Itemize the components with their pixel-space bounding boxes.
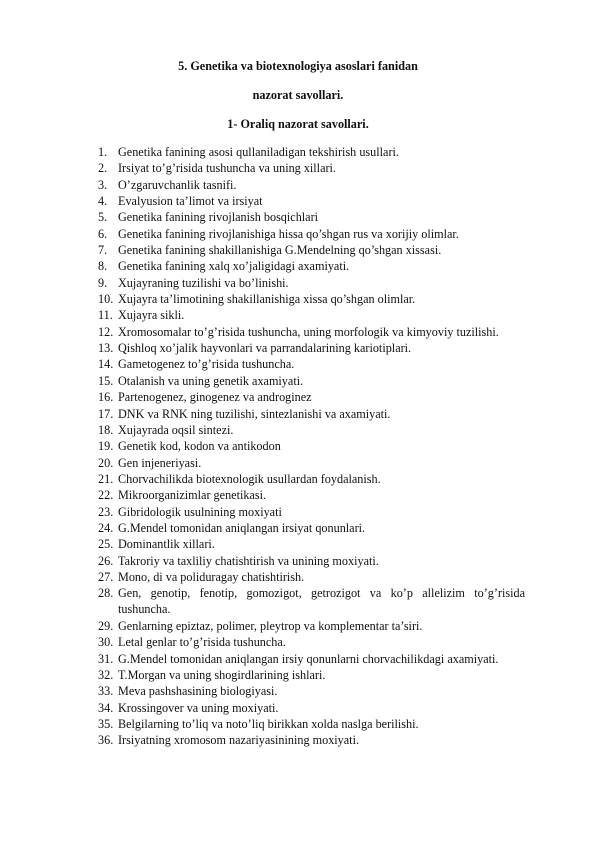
- question-number: 23.: [98, 504, 114, 519]
- question-text: Genetika fanining rivojlanishiga hissa qo’shgan rus va xorijiy olimlar.: [118, 226, 459, 241]
- question-item: [0, 504, 596, 520]
- question-text: O’zgaruvchanlik tasnifi.: [118, 177, 237, 192]
- question-text: T.Morgan va uning shogirdlarining ishlari.: [118, 667, 326, 682]
- question-number: 17.: [98, 406, 114, 421]
- question-number: 21.: [98, 471, 114, 486]
- question-item: [0, 536, 596, 552]
- question-item: [0, 634, 596, 650]
- question-number: 36.: [98, 733, 114, 748]
- question-number: 35.: [98, 716, 114, 731]
- question-number: 1.: [98, 145, 108, 159]
- question-number: 25.: [98, 537, 114, 552]
- question-item: [0, 406, 596, 422]
- question-number: 11.: [98, 308, 113, 323]
- question-number: 32.: [98, 667, 114, 682]
- question-number: 7.: [98, 243, 108, 258]
- question-text: Partenogenez, ginogenez va androginez: [118, 390, 312, 405]
- question-number: 27.: [98, 569, 114, 584]
- question-text: Krossingover va uning moxiyati.: [118, 700, 279, 715]
- question-number: 8.: [98, 259, 108, 274]
- question-text: Genetik kod, kodon va antikodon: [118, 439, 281, 454]
- question-number: 3.: [98, 177, 108, 192]
- question-text: Gen, genotip, fenotip, gomozigot, getrozigot va ko’p allelizim to’g’risida tushuncha.: [118, 586, 525, 617]
- questions-list: [0, 144, 596, 749]
- question-number: 18.: [98, 422, 114, 437]
- question-item: [0, 373, 596, 389]
- question-number: 31.: [98, 651, 114, 666]
- question-number: 6.: [98, 226, 108, 241]
- question-item: [0, 455, 596, 471]
- question-number: 5.: [98, 210, 108, 225]
- question-text: DNK va RNK ning tuzilishi, sintezlanishi va axamiyati.: [118, 406, 391, 421]
- question-item: [0, 700, 596, 716]
- question-number: 2.: [98, 161, 108, 176]
- question-number: 12.: [98, 324, 114, 339]
- question-text: Irsiyat to’g’risida tushuncha va uning xillari.: [118, 161, 336, 176]
- question-number: 16.: [98, 390, 114, 405]
- question-number: 19.: [98, 439, 114, 454]
- question-item: [0, 209, 596, 225]
- question-item: [0, 193, 596, 209]
- question-item: [0, 324, 596, 340]
- question-text: Letal genlar to’g’risida tushuncha.: [118, 635, 286, 650]
- question-item: [0, 553, 596, 569]
- question-item: [0, 226, 596, 242]
- question-text: Dominantlik xillari.: [118, 537, 215, 552]
- question-item: [0, 242, 596, 258]
- question-text: Xujayra ta’limotining shakillanishiga xissa qo’shgan olimlar.: [118, 292, 416, 307]
- question-text: Genetika fanining rivojlanish bosqichlari: [118, 210, 319, 225]
- question-item: [0, 258, 596, 274]
- question-item: [0, 667, 596, 683]
- question-text: Xromosomalar to’g’risida tushuncha, uning morfologik va kimyoviy tuzilishi.: [118, 324, 499, 339]
- question-item: [0, 683, 596, 699]
- question-item: [0, 177, 596, 193]
- question-number: 29.: [98, 618, 114, 633]
- question-number: 13.: [98, 341, 114, 356]
- question-text: Genlarning epiztaz, polimer, pleytrop va komplementar ta’siri.: [118, 618, 423, 633]
- question-item: [0, 389, 596, 405]
- question-number: 15.: [98, 373, 114, 388]
- question-number: 20.: [98, 455, 114, 470]
- question-text: Xujayraning tuzilishi va bo’linishi.: [118, 275, 289, 290]
- question-item: [0, 569, 596, 585]
- question-text: Evalyusion ta’limot va irsiyat: [118, 194, 263, 209]
- question-text: Otalanish va uning genetik axamiyati.: [118, 373, 304, 388]
- question-text: Xujayrada oqsil sintezi.: [118, 422, 234, 437]
- question-number: 33.: [98, 684, 114, 699]
- question-item: [0, 160, 596, 176]
- question-item: [0, 520, 596, 536]
- question-text: Genetika fanining xalq xo’jaligidagi axamiyati.: [118, 259, 350, 274]
- question-item: [0, 422, 596, 438]
- question-text: Genetika fanining shakillanishiga G.Mendelning qo’shgan xissasi.: [118, 243, 442, 258]
- question-text: Mikroorganizimlar genetikasi.: [118, 488, 267, 503]
- question-item: [0, 291, 596, 307]
- question-text: Gen injeneriyasi.: [118, 455, 202, 470]
- question-item: [0, 585, 596, 617]
- question-number: 26.: [98, 553, 114, 568]
- question-number: 30.: [98, 635, 114, 650]
- question-number: 14.: [98, 357, 114, 372]
- question-item: [0, 651, 596, 667]
- question-number: 10.: [98, 292, 114, 307]
- question-number: 22.: [98, 488, 114, 503]
- question-text: G.Mendel tomonidan aniqlangan irsiyat qonunlari.: [118, 520, 366, 535]
- question-item: [0, 471, 596, 487]
- question-item: [0, 716, 596, 732]
- question-item: [0, 487, 596, 503]
- question-text: Chorvachilikda biotexnologik usullardan foydalanish.: [118, 471, 381, 486]
- question-number: 4.: [98, 194, 108, 209]
- question-item: [0, 356, 596, 372]
- question-text: Xujayra sikli.: [118, 308, 185, 323]
- question-item: [0, 340, 596, 356]
- question-item: [0, 275, 596, 291]
- question-item: [0, 144, 596, 160]
- question-item: [0, 438, 596, 454]
- question-text: Gibridologik usulnining moxiyati: [118, 504, 282, 519]
- question-number: 9.: [98, 275, 108, 290]
- question-number: 28.: [98, 586, 114, 601]
- section-title: 1- Oraliq nazorat savollari.: [227, 117, 369, 131]
- page-subtitle: nazorat savollari.: [252, 88, 344, 102]
- question-item: [0, 618, 596, 634]
- question-text: Meva pashshasining biologiyasi.: [118, 684, 278, 699]
- question-text: Belgilarning to’liq va noto’liq birikkan xolda naslga berilishi.: [118, 716, 419, 731]
- question-text: Gametogenez to’g’risida tushuncha.: [118, 357, 295, 372]
- question-item: [0, 307, 596, 323]
- question-number: 24.: [98, 520, 114, 535]
- question-text: Takroriy va taxliliy chatishtirish va unining moxiyati.: [118, 553, 379, 568]
- question-text: G.Mendel tomonidan aniqlangan irsiy qonunlarni chorvachilikdagi axamiyati.: [118, 651, 499, 666]
- question-number: 34.: [98, 700, 114, 715]
- question-text: Qishloq xo’jalik hayvonlari va parrandalarining kariotiplari.: [118, 341, 412, 356]
- question-text: Genetika fanining asosi qullaniladigan tekshirish usullari.: [118, 145, 399, 159]
- question-item: [0, 732, 596, 748]
- page-title: 5. Genetika va biotexnologiya asoslari fanidan: [178, 59, 418, 73]
- question-text: Mono, di va poliduragay chatishtirish.: [118, 569, 305, 584]
- question-text: Irsiyatning xromosom nazariyasinining moxiyati.: [118, 733, 360, 748]
